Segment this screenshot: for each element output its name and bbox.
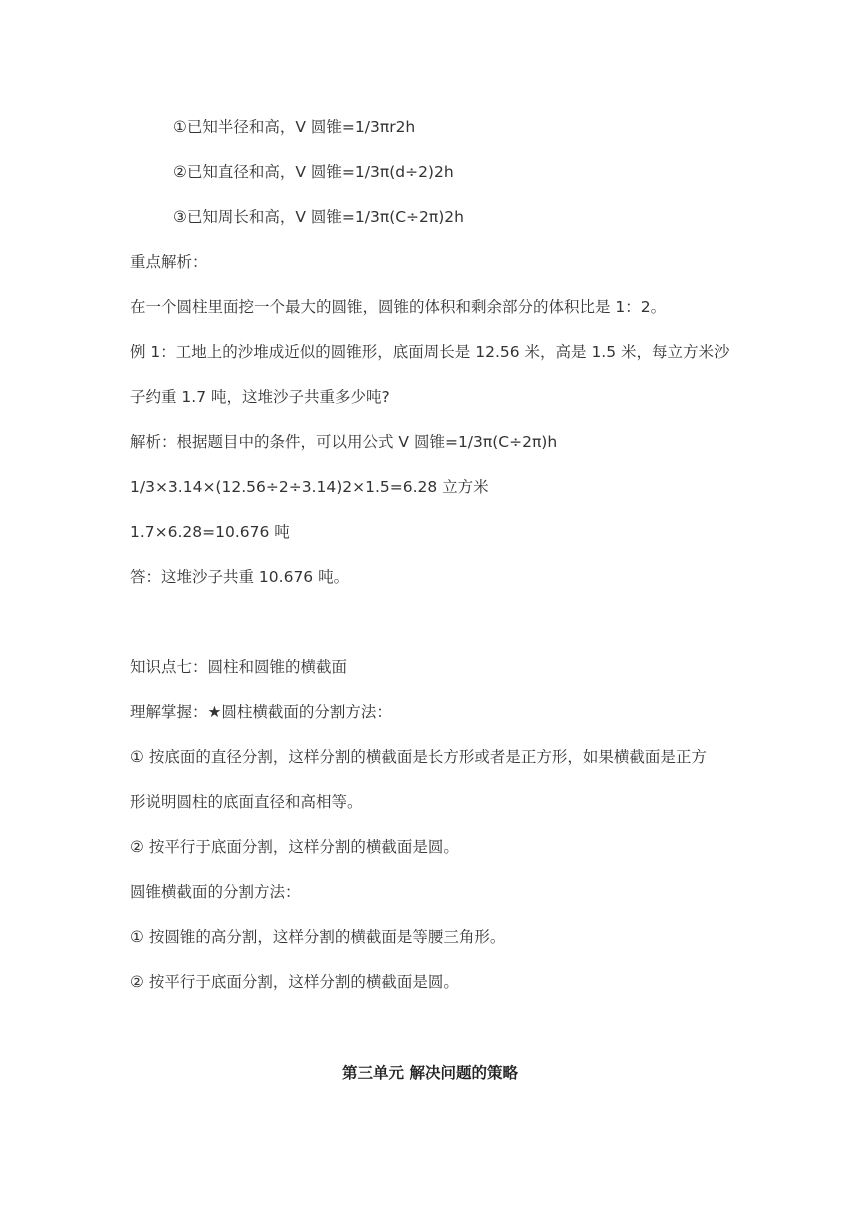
formula-circumference: ③已知周长和高，V 圆锥=1/3π(C÷2π)2h xyxy=(173,208,464,226)
cone-cross-section-item1: ① 按圆锥的高分割，这样分割的横截面是等腰三角形。 xyxy=(130,928,506,946)
formula-diameter: ②已知直径和高，V 圆锥=1/3π(d÷2)2h xyxy=(173,163,454,181)
cone-cross-section-item2: ② 按平行于底面分割，这样分割的横截面是圆。 xyxy=(130,973,459,991)
cylinder-cross-section-item1-line1: ① 按底面的直径分割，这样分割的横截面是长方形或者是正方形，如果横截面是正方 xyxy=(130,748,707,766)
example1-calculation-1: 1/3×3.14×(12.56÷2÷3.14)2×1.5=6.28 立方米 xyxy=(130,478,489,496)
example1-question-line1: 例 1：工地上的沙堆成近似的圆锥形，底面周长是 12.56 米，高是 1.5 米，每立方米沙 xyxy=(130,343,730,361)
key-analysis-label: 重点解析： xyxy=(130,253,208,271)
example1-question-line2: 子约重 1.7 吨，这堆沙子共重多少吨? xyxy=(130,388,390,406)
cylinder-cross-section-item2: ② 按平行于底面分割，这样分割的横截面是圆。 xyxy=(130,838,459,856)
unit3-heading: 第三单元 解决问题的策略 xyxy=(342,1064,518,1082)
knowledge7-understand: 理解掌握：★圆柱横截面的分割方法： xyxy=(130,703,392,721)
example1-calculation-2: 1.7×6.28=10.676 吨 xyxy=(130,523,290,541)
example1-analysis: 解析：根据题目中的条件，可以用公式 V 圆锥=1/3π(C÷2π)h xyxy=(130,433,558,451)
cylinder-cross-section-item1-line2: 形说明圆柱的底面直径和高相等。 xyxy=(130,793,363,811)
cone-cross-section-title: 圆锥横截面的分割方法： xyxy=(130,883,301,901)
formula-radius: ①已知半径和高，V 圆锥=1/3πr2h xyxy=(173,118,416,136)
key-analysis-statement: 在一个圆柱里面挖一个最大的圆锥，圆锥的体积和剩余部分的体积比是 1：2。 xyxy=(130,298,667,316)
knowledge7-title: 知识点七：圆柱和圆锥的横截面 xyxy=(130,658,348,676)
example1-answer: 答：这堆沙子共重 10.676 吨。 xyxy=(130,568,350,586)
